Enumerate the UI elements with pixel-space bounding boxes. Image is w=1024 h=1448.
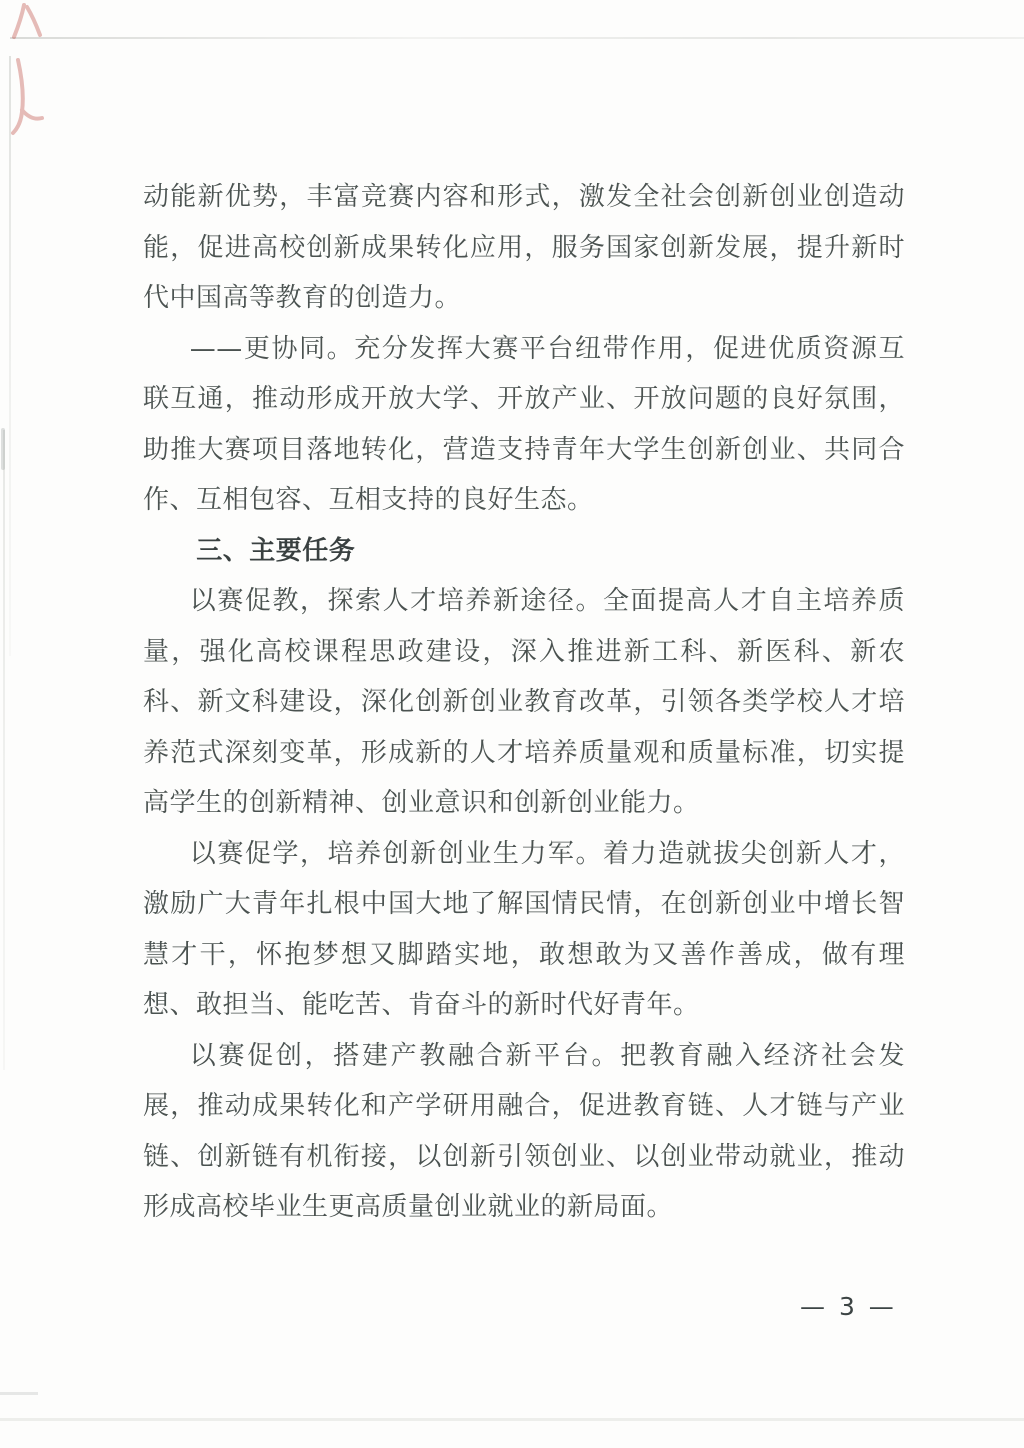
scan-smudge-bottom-left [0, 1392, 38, 1395]
scan-shadow-bottom [0, 1418, 1024, 1421]
scan-crease-left-line-lower [3, 430, 5, 1070]
text-line: 想、敢担当、能吃苦、肯奋斗的新时代好青年。 [143, 990, 700, 1020]
text-line: 能，促进高校创新成果转化应用，服务国家创新发展，提升新时 [143, 232, 905, 263]
text-line: 代中国高等教育的创造力。 [143, 283, 462, 313]
text-line: 作、互相包容、互相支持的良好生态。 [143, 485, 594, 515]
text-line: 链、创新链有机衔接，以创新引领创业、以创业带动就业，推动 [143, 1141, 905, 1172]
text-line: ——更协同。充分发挥大赛平台纽带作用，促进优质资源互 [189, 333, 905, 364]
red-ink-mark-icon [5, 2, 51, 138]
text-line: 慧才干，怀抱梦想又脚踏实地，敢想敢为又善作善成，做有理 [143, 939, 905, 970]
text-line: 以赛促教，探索人才培养新途径。全面提高人才自主培养质 [189, 586, 905, 616]
scan-crease-top-line [10, 37, 1024, 39]
text-line: 量，强化高校课程思政建设，深入推进新工科、新医科、新农 [143, 636, 905, 667]
text-line: 动能新优势，丰富竞赛内容和形式，激发全社会创新创业创造动 [143, 182, 905, 212]
text-line: 助推大赛项目落地转化，营造支持青年大学生创新创业、共同合 [143, 434, 905, 465]
text-line: 科、新文科建设，深化创新创业教育改革，引领各类学校人才培 [143, 687, 905, 717]
text-line: 联互通，推动形成开放大学、开放产业、开放问题的良好氛围， [143, 384, 905, 414]
section-heading: 三、主要任务 [196, 535, 356, 566]
text-line: 以赛促学，培养创新创业生力军。着力造就拔尖创新人才， [189, 838, 905, 869]
text-line: 展，推动成果转化和产学研用融合，促进教育链、人才链与产业 [143, 1091, 905, 1121]
text-line: 激励广大青年扎根中国大地了解国情民情，在创新创业中增长智 [143, 889, 905, 919]
scan-smudge-left [1, 428, 5, 470]
page-number: — 3 — [800, 1292, 897, 1321]
text-line: 形成高校毕业生更高质量创业就业的新局面。 [143, 1192, 674, 1222]
scan-crease-left-line [9, 56, 11, 656]
text-line: 高学生的创新精神、创业意识和创新创业能力。 [143, 788, 700, 818]
text-line: 养范式深刻变革，形成新的人才培养质量观和质量标准，切实提 [143, 737, 905, 768]
text-line: 以赛促创，搭建产教融合新平台。把教育融入经济社会发 [189, 1040, 905, 1071]
document-body [143, 172, 905, 1233]
